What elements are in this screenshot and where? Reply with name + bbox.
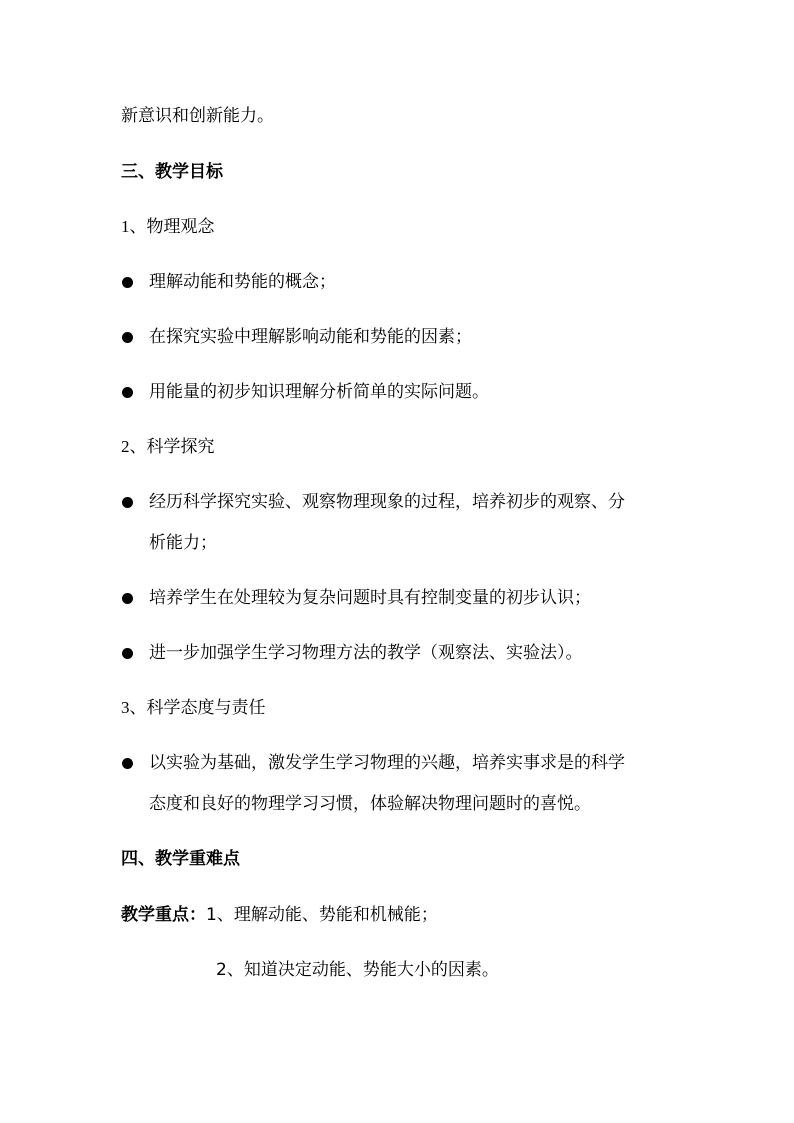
sub1-number: 1 [121, 217, 130, 236]
sub2-number: 2 [121, 437, 130, 456]
bullet-text: 进一步加强学生学习物理方法的教学（观察法、实验法）。 [149, 643, 583, 663]
bullet-icon [122, 648, 133, 659]
bullet-icon [122, 387, 133, 398]
bullet-text-continuation: 态度和良好的物理学习习惯，体验解决物理问题时的喜悦。 [149, 794, 591, 814]
bullet-text-continuation: 析能力； [149, 533, 217, 553]
sub3-title: 、科学态度与责任 [129, 698, 266, 718]
bullet-text: 在探究实验中理解影响动能和势能的因素； [149, 327, 472, 347]
key-points-line [121, 903, 438, 927]
bullet-text: 培养学生在处理较为复杂问题时具有控制变量的初步认识； [149, 588, 591, 608]
bullet-icon [122, 758, 133, 769]
section3-heading: 三、教学目标 [121, 162, 223, 182]
sub1-title: 、物理观念 [129, 217, 215, 237]
sub2-heading [121, 435, 215, 459]
bullet-icon [122, 497, 133, 508]
continuation-text: 新意识和创新能力。 [121, 106, 274, 126]
key-point-item: 1、理解动能、势能和机械能； [206, 905, 438, 925]
bullet-text: 理解动能和势能的概念； [149, 272, 336, 292]
sub3-number: 3 [121, 698, 130, 717]
bullet-text: 以实验为基础，激发学生学习物理的兴趣，培养实事求是的科学 [149, 753, 625, 773]
sub1-heading [121, 215, 215, 239]
bullet-text: 经历科学探究实验、观察物理现象的过程，培养初步的观察、分 [149, 492, 625, 512]
sub3-heading [121, 696, 266, 720]
key-points-label: 教学重点： [121, 905, 206, 925]
bullet-icon [122, 277, 133, 288]
bullet-icon [122, 332, 133, 343]
key-point-item: 2、知道决定动能、势能大小的因素。 [216, 960, 499, 980]
section4-heading: 四、教学重难点 [121, 849, 240, 869]
bullet-text: 用能量的初步知识理解分析简单的实际问题。 [149, 382, 489, 402]
sub2-title: 、科学探究 [129, 437, 215, 457]
bullet-icon [122, 593, 133, 604]
